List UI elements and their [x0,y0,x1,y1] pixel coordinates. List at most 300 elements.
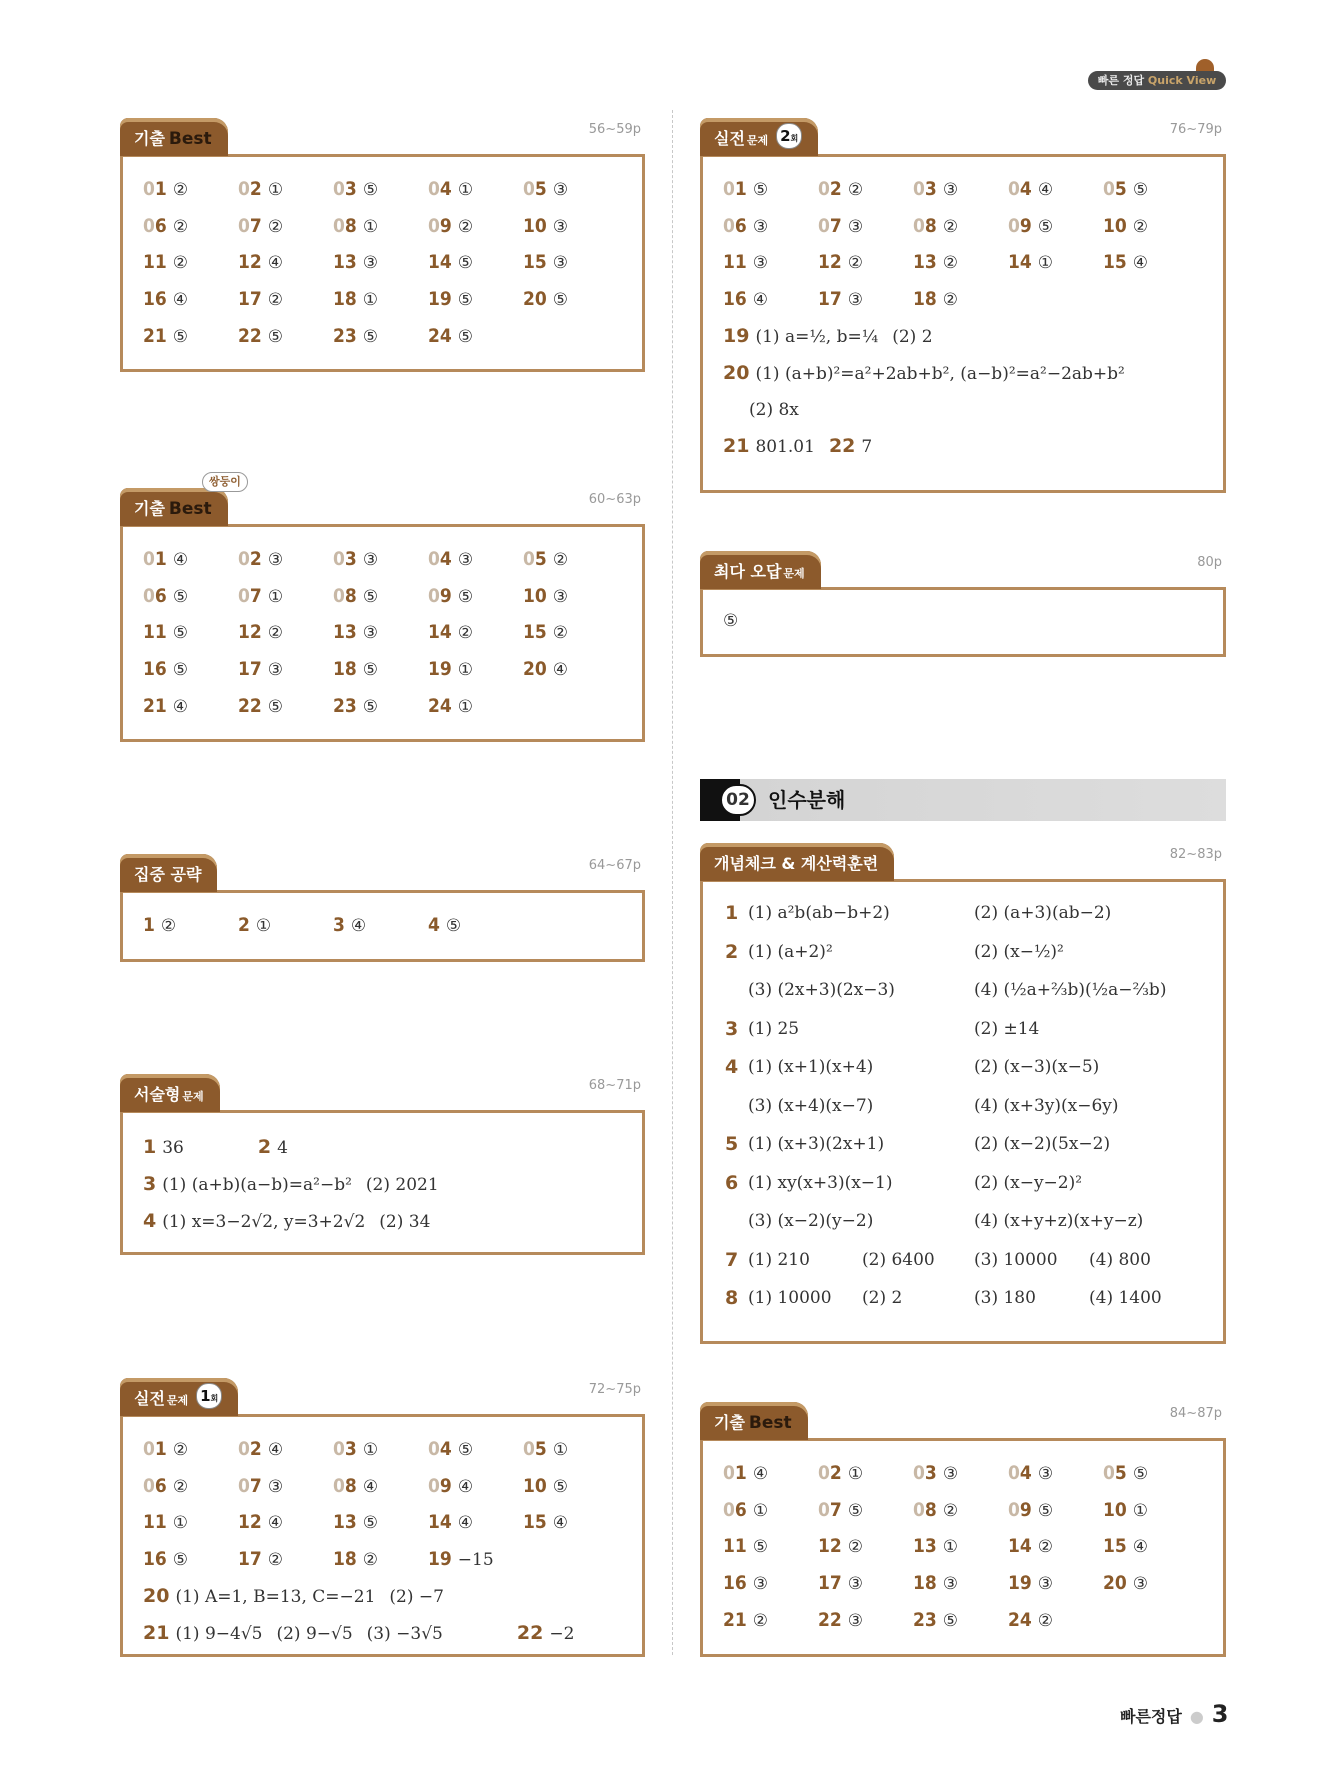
question-number: 13 [913,1535,937,1558]
answer-value: ⑤ [362,1513,379,1534]
answer-grid [143,1431,618,1578]
answer-value: ③ [847,1610,864,1631]
answer-item [818,208,913,245]
answer-line [723,392,1139,428]
leading-zero: 0 [428,1438,440,1460]
answer-item [523,1504,618,1541]
section-tab [120,118,228,156]
leading-zero: 0 [333,214,345,237]
section-title: 기출 [134,499,165,518]
question-number: 01 [723,178,747,200]
answer-item [523,1468,618,1505]
answer-value: ① [172,1513,189,1534]
question-number: 06 [723,214,747,237]
answer-item [428,541,523,578]
answer-value: ① [942,1537,959,1558]
round-badge [196,1383,222,1409]
question-number: 10 [1103,1498,1127,1521]
answer-item [143,614,238,651]
answer-item [333,1541,428,1578]
answer-text: (1) A=1, B=13, C=−21 [175,1586,376,1607]
question-number: 08 [333,584,357,607]
answer-item [143,281,238,318]
answer-item [913,281,1008,318]
answer-text: (2) 2 [892,326,933,347]
answer-item [143,907,238,944]
answer-value: ④ [362,1476,379,1497]
leading-zero: 0 [143,214,155,237]
answer-segment [367,1624,443,1644]
badge-english: Quick View [1147,74,1217,87]
answer-grid [143,907,618,944]
answer-value: ④ [457,1513,474,1534]
leading-zero: 0 [333,1474,345,1497]
page-reference: 56~59p [588,122,641,137]
answer-line [143,1615,588,1652]
question-number: 14 [428,251,452,274]
answer-value: ③ [752,253,769,274]
concept-answer: (3) (2x+3)(2x−3) [748,980,895,1000]
question-number: 19 [428,1548,452,1571]
answer-value: ③ [847,290,864,311]
answer-item [143,1468,238,1505]
answer-item [913,1492,1008,1529]
answer-value: ③ [552,586,569,607]
answer-item [143,541,238,578]
page-reference: 60~63p [588,492,641,507]
answer-box [700,1438,1226,1657]
page-reference: 64~67p [588,858,641,873]
answer-box [120,1414,645,1657]
question-number: 4 [143,1210,157,1232]
answer-value: ④ [752,1464,769,1484]
question-number: 17 [238,288,262,311]
answer-box [700,879,1226,1344]
question-number: 17 [818,288,842,311]
answer-value: ③ [457,550,474,570]
answer-value: ⑤ [172,1550,189,1571]
answer-item [913,208,1008,245]
leading-zero: 0 [1008,1498,1020,1521]
answer-line [723,318,1139,355]
answer-item [723,602,738,639]
answer-value: ① [1132,1500,1149,1521]
footer-label: 빠른정답 [1120,1707,1182,1726]
answer-value: ② [457,216,474,237]
leading-zero: 0 [523,1438,535,1460]
answer-value: ② [552,550,569,570]
answer-value: ⑤ [752,180,769,200]
answer-value: ② [267,623,284,644]
answer-value: ② [942,1500,959,1521]
answer-segment [723,361,1125,384]
answer-item [723,1565,818,1602]
question-number: 02 [238,1438,262,1460]
question-number: 14 [428,621,452,644]
answer-item [818,1455,913,1492]
question-number: 01 [723,1462,747,1484]
answer-value: ⑤ [1132,1464,1149,1484]
question-number: 03 [333,548,357,570]
answer-item [1103,1455,1198,1492]
question-number: 18 [333,658,357,681]
round-suffix: 회 [790,134,799,143]
answer-item [238,318,333,355]
answer-text: 36 [162,1138,184,1158]
question-number: 21 [723,1608,747,1631]
leading-zero: 0 [1103,178,1115,200]
answer-value: ③ [552,253,569,274]
question-number: 05 [523,178,547,200]
answer-item [818,1528,913,1565]
answer-value: ⑤ [362,586,379,607]
question-number: 06 [723,1498,747,1521]
section-title-suffix: 문제 [746,134,769,147]
answer-text: 801.01 [755,436,815,457]
answer-value: ① [362,216,379,237]
answer-value: ⑤ [172,586,189,607]
answer-item [333,651,428,688]
concept-answer: (1) 210 [748,1249,810,1270]
section-title: 집중 공략 [134,865,202,884]
question-number: 15 [523,621,547,644]
answer-item [818,171,913,208]
answer-value: ④ [267,1440,284,1460]
question-number: 12 [238,251,262,274]
section-best-2 [700,1402,1226,1657]
page-reference: 72~75p [588,1382,641,1397]
answer-item [333,578,428,615]
answer-item [523,614,618,651]
section-concept-check [700,843,1226,1344]
answer-value: ④ [552,660,569,681]
answer-value: ② [172,1440,189,1460]
answer-value: ③ [362,550,379,570]
answer-line [723,428,1139,465]
question-number: 15 [1103,251,1127,274]
answer-item [333,1504,428,1541]
answer-item [333,1468,428,1505]
answer-segment [749,400,799,420]
answer-value: ② [942,253,959,274]
question-number: 3 [143,1173,157,1195]
answer-item [1008,1455,1103,1492]
answer-item [333,1431,428,1468]
answer-value: ③ [362,253,379,274]
leading-zero: 0 [333,584,345,607]
answer-value: ③ [1132,1574,1149,1595]
question-number: 23 [333,324,357,347]
answer-value: ① [457,180,474,200]
answer-segment [258,1138,288,1158]
section-practice-2 [700,118,1226,493]
answer-line [143,1203,453,1240]
leading-zero: 0 [238,1474,250,1497]
leading-zero: 0 [523,178,535,200]
question-number: 10 [523,1474,547,1497]
answer-value: ④ [1037,180,1054,200]
answer-segment [516,1621,575,1644]
concept-answer: (2) (x−y−2)² [974,1172,1083,1193]
quick-view-badge [1088,71,1226,90]
round-suffix: 회 [210,1394,219,1403]
answer-item [238,171,333,208]
answer-item [143,171,238,208]
answer-text: (2) 9−√5 [276,1623,353,1644]
answer-value: ④ [752,290,769,311]
answer-lines [143,1129,453,1240]
answer-value: −15 [457,1550,494,1571]
answer-item [523,208,618,245]
answer-segment [143,1212,365,1232]
leading-zero: 0 [723,1462,735,1484]
answer-value: ② [172,1476,189,1497]
page-reference: 68~71p [588,1078,641,1093]
question-number: 15 [523,1511,547,1534]
answer-item [333,318,428,355]
answer-text: (1) (a+b)(a−b)=a²−b² [162,1175,352,1195]
question-number: 16 [723,1572,747,1595]
leading-zero: 0 [1008,1462,1020,1484]
answer-value: ② [457,623,474,644]
answer-item [428,1541,523,1578]
question-number: 13 [333,621,357,644]
question-number: 01 [143,1438,167,1460]
leading-zero: 0 [333,178,345,200]
answer-item [1103,171,1198,208]
question-number: 09 [428,1474,452,1497]
answer-item [428,651,523,688]
answer-value: ⑤ [457,290,474,311]
answer-item [333,244,428,281]
answer-item [238,1541,333,1578]
answer-box [120,154,645,372]
answer-item [238,541,333,578]
question-number: 03 [333,178,357,200]
answer-item [523,1431,618,1468]
answer-segment [389,1587,444,1607]
leading-zero: 0 [1008,178,1020,200]
question-number: 04 [428,178,452,200]
leading-zero: 0 [238,584,250,607]
question-number: 21 [143,1621,170,1644]
answer-item [913,171,1008,208]
answer-item [1008,244,1103,281]
answer-lines [723,318,1139,465]
answer-item [818,1602,913,1639]
question-number: 08 [333,1474,357,1497]
answer-item [523,578,618,615]
answer-segment [828,434,873,457]
answer-item [723,1602,818,1639]
leading-zero: 0 [1008,214,1020,237]
question-number: 01 [143,548,167,570]
answer-line [143,1129,453,1166]
answer-item [723,244,818,281]
question-number: 24 [428,694,452,717]
chapter-number: 02 [720,784,756,816]
page-footer [1120,1700,1229,1728]
answer-value: ⑤ [723,611,739,631]
answer-value: ② [172,180,189,200]
answer-item [143,244,238,281]
answer-value: ⑤ [172,326,189,347]
answer-value: ⑤ [362,660,379,681]
leading-zero: 0 [428,1474,440,1497]
answer-item [143,318,238,355]
leading-zero: 0 [723,178,735,200]
question-number: 16 [723,288,747,311]
answer-item [913,1602,1008,1639]
answer-item [238,614,333,651]
leading-zero: 0 [723,1498,735,1521]
answer-value: ④ [1132,1537,1149,1558]
question-number: 07 [238,584,262,607]
question-number: 17 [818,1572,842,1595]
question-number: 20 [523,288,547,311]
answer-value: ② [752,1610,769,1631]
answer-item [428,208,523,245]
answer-item [1103,1528,1198,1565]
answer-item [428,614,523,651]
question-number: 2 [725,940,739,963]
answer-value: ③ [267,1476,284,1497]
answer-text: (3) −3√5 [366,1623,443,1644]
question-number: 14 [1008,1535,1032,1558]
answer-value: ① [267,586,284,607]
leading-zero: 0 [818,214,830,237]
question-number: 4 [725,1056,739,1078]
concept-answer: (4) 800 [1089,1249,1151,1270]
question-number: 2 [238,914,250,936]
section-tab [700,551,821,589]
question-number: 24 [1008,1608,1032,1631]
question-number: 14 [428,1511,452,1534]
answer-item [238,208,333,245]
answer-grid [143,541,618,724]
leading-zero: 0 [143,584,155,607]
question-number: 1 [143,914,155,936]
answer-box [120,1110,645,1255]
question-number: 19 [428,658,452,681]
section-best-1 [120,118,645,372]
answer-value: ⑤ [1037,216,1054,237]
question-number: 05 [1103,1462,1127,1484]
answer-box [700,154,1226,493]
answer-item [1008,1492,1103,1529]
section-best-twin [120,475,645,742]
answer-item [238,281,333,318]
answer-item [1103,1565,1198,1602]
question-number: 12 [238,621,262,644]
answer-value: ④ [350,916,367,936]
question-number: 09 [428,584,452,607]
question-number: 06 [143,1474,167,1497]
question-number: 16 [143,1548,167,1571]
question-number: 14 [1008,251,1032,274]
badge-korean: 빠른 정답 [1097,74,1145,87]
question-number: 11 [143,251,167,274]
answer-value: ① [362,290,379,311]
question-number: 8 [725,1287,739,1309]
answer-value: ① [552,1440,569,1460]
question-number: 3 [725,1017,739,1040]
answer-value: ② [267,290,284,311]
section-tab [700,1402,808,1440]
answer-item [723,1492,818,1529]
question-number: 08 [333,214,357,237]
concept-answer: (3) (x+4)(x−7) [748,1095,874,1116]
question-number: 22 [516,1621,544,1644]
section-title-accent: Best [168,499,212,519]
answer-segment [379,1212,430,1232]
answer-item [428,318,523,355]
leading-zero: 0 [428,214,440,237]
answer-value: ③ [752,216,769,237]
leading-zero: 0 [428,178,440,200]
concept-answer: (2) ±14 [974,1018,1040,1039]
question-number: 11 [723,1535,747,1558]
question-number: 18 [333,288,357,311]
answer-value: ① [267,180,284,200]
answer-value: ① [1037,253,1054,274]
answer-segment [143,1584,376,1607]
answer-value: ② [847,180,864,200]
answer-item [428,688,523,725]
answer-segment [143,1138,184,1158]
page-reference: 80p [1197,555,1222,570]
answer-item [1008,208,1103,245]
answer-value: ⑤ [362,180,379,200]
answer-item [913,1565,1008,1602]
answer-item [523,244,618,281]
answer-value: ① [255,916,272,936]
answer-value: ② [172,253,189,274]
answer-item [333,208,428,245]
answer-segment [892,327,932,347]
question-number: 10 [523,214,547,237]
answer-item [818,1565,913,1602]
answer-segment [143,1175,352,1195]
question-number: 20 [523,658,547,681]
answer-value: ② [942,216,959,237]
leading-zero: 0 [523,548,535,570]
answer-item [333,907,428,944]
answer-item [333,171,428,208]
question-number: 11 [143,1511,167,1534]
answer-value: ⑤ [362,696,379,717]
section-title: 실전 [714,129,745,148]
question-number: 08 [913,1498,937,1521]
concept-answer: (4) 1400 [1089,1288,1162,1308]
answer-grid [723,1455,1198,1638]
question-number: 10 [523,584,547,607]
question-number: 19 [1008,1572,1032,1595]
question-number: 01 [143,178,167,200]
page-number: 3 [1211,1700,1229,1728]
answer-value: ② [1037,1537,1054,1558]
answer-item [428,1431,523,1468]
answer-item [818,281,913,318]
answer-item [238,1504,333,1541]
question-number: 18 [913,288,937,311]
leading-zero: 0 [913,1498,925,1521]
question-number: 22 [238,324,262,347]
answer-box [700,587,1226,657]
footer-dot-icon: ● [1189,1707,1204,1726]
answer-text: (1) x=3−2√2, y=3+2√2 [162,1212,366,1232]
question-number: 10 [1103,214,1127,237]
